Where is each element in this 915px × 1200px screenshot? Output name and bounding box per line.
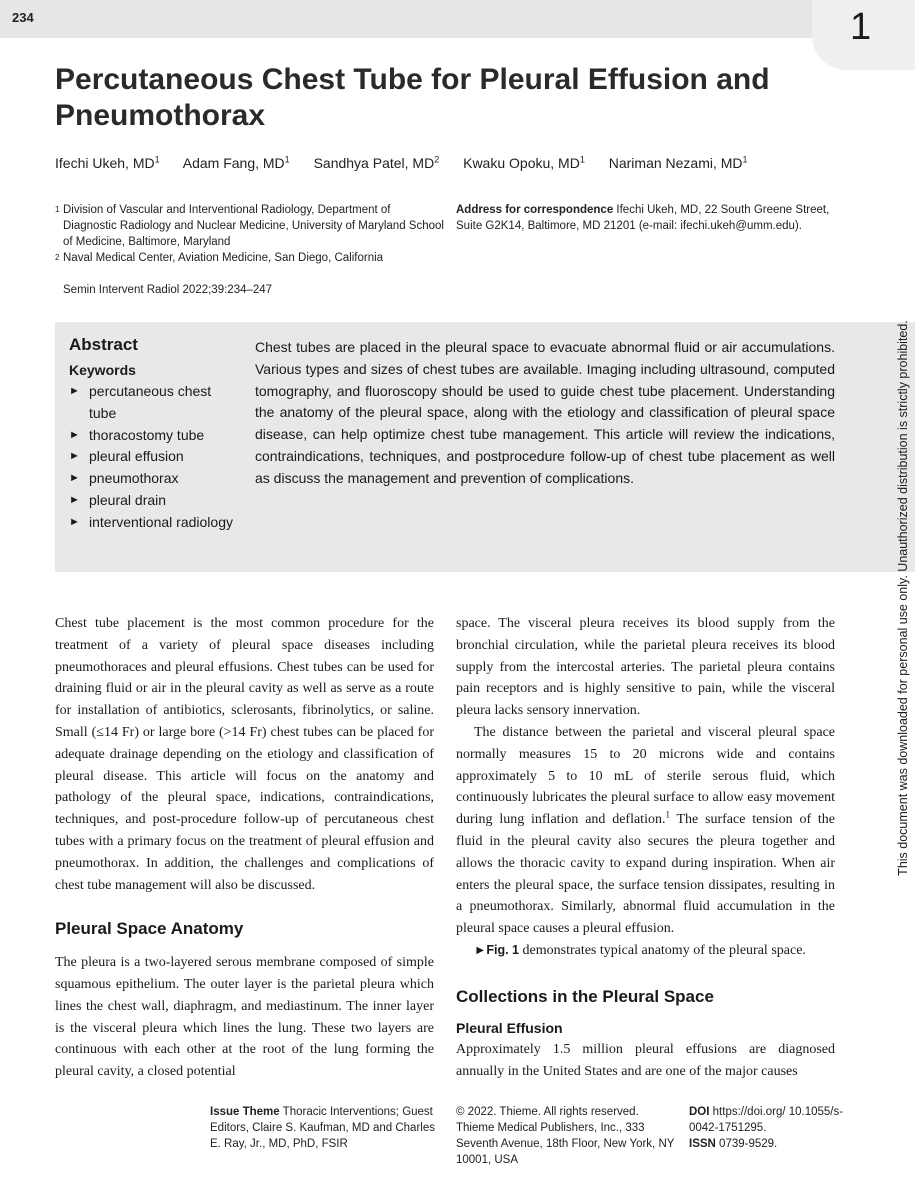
affiliation: 2 Naval Medical Center, Aviation Medicine, San Diego, California (55, 252, 384, 264)
article-title: Percutaneous Chest Tube for Pleural Effusion and Pneumothorax (55, 63, 770, 132)
section-heading: Collections in the Pleural Space (456, 986, 714, 1006)
figure-link[interactable]: ►Fig. 1 (474, 942, 520, 957)
abstract-heading: Abstract (69, 335, 138, 354)
download-notice: This document was downloaded for personal use only. Unauthorized distribution is strictly prohibited. (896, 320, 910, 876)
arrow-icon: ► (69, 428, 80, 441)
reference-marker: 1 (665, 809, 670, 820)
footer-issue-theme: Issue Theme Thoracic Interventions; Guest Editors, Claire S. Kaufman, MD and Charles E. Ray, Jr., MD, PhD, FSIR (210, 1106, 435, 1150)
subsection-heading: Pleural Effusion (456, 1019, 563, 1036)
author: Nariman Nezami, $MD^1$ (608, 154, 748, 171)
section-heading: Pleural Space Anatomy (55, 919, 244, 939)
doi-link[interactable]: https://doi.org/ 10.1055/s-0042-1751295. (689, 1106, 844, 1134)
keyword-item: ► pleural drain (69, 490, 239, 512)
body-column-right (456, 613, 835, 1083)
arrow-icon: ► (69, 515, 80, 528)
arrow-icon: ► (69, 450, 80, 463)
author: Sandhya Patel, $MD^2$ (313, 154, 440, 171)
arrow-icon: ► (69, 493, 80, 506)
abstract-text: Chest tubes are placed in the pleural space to evacuate abnormal fluid or air accumulations. Various types and sizes of chest tubes are available. Imaging including ultrasound, computed tomography, and fluoroscopy should be used to guide chest tube placement. Understanding the anatomy of the pleural space, along with the etiology and classification of pleural space disease, can help optimize chest tube management. This article will review the indications, contraindications, techniques, and postprocedure follow-up of chest tube placement as well as discuss the management and prevention of complications. (255, 339, 835, 486)
keyword-item: ► interventional radiology (69, 512, 239, 534)
correspondence: Address for correspondence Ifechi Ukeh, MD, 22 South Greene Street, Suite G2K14, Baltimore, MD 21201 (e-mail: ifechi.ukeh@umm.edu). (456, 204, 830, 232)
footer-doi: DOI https://doi.org/ 10.1055/s-0042-1751295. ISSN 0739-9529. (689, 1106, 844, 1150)
arrow-icon: ► (69, 385, 80, 397)
citation: Semin Intervent Radiol 2022;39:234–247 (63, 284, 273, 296)
affiliation: 1 Division of Vascular and Interventional Radiology, Department of Diagnostic Radiology and Nuclear Medicine, University of Maryland School of Medicine, Baltimore, Maryland (55, 204, 444, 248)
issue-number: 1 (850, 6, 872, 48)
body-column-left (55, 613, 434, 1083)
keyword-item: ► pneumothorax (69, 468, 239, 490)
arrow-icon: ► (69, 472, 80, 485)
body-paragraph: The pleura is a two-layered serous membrane composed of simple squamous epithelium. The outer layer is the parietal pleura which lines the chest wall, diaphragm, and mediastinum. The inner layer is the visceral pleura which lines the lung. These two layers are continuous with each other at the root of the lung forming the pleural cavity, a closed potential (55, 955, 434, 1080)
keywords-list (69, 381, 239, 534)
keyword-item: ► thoracostomy tube (69, 425, 239, 447)
page-number: 234 (12, 10, 34, 25)
figure-reference-paragraph: ►Fig. 1 demonstrates typical anatomy of the pleural space. (474, 942, 806, 958)
keywords-heading: Keywords (69, 362, 136, 378)
body-paragraph: space. The visceral pleura receives its blood supply from the bronchial circulation, while the parietal pleura receives its blood supply from the intercostal arteries. The parietal pleura contains pain receptors and is highly sensitive to pain, while the visceral pleura lacks sensory innervation. (456, 616, 835, 719)
body-paragraph: The distance between the parietal and visceral pleural space normally measures 15 to 20 microns wide and contains approximately 5 to 10 mL of sterile serous fluid, which continuously lubricates the pleural surface to allow easy movement during lung inflation and deflation.$^1$ The surface tension of the fluid in the pleural cavity also secures the pleura together and allows the thoracic cavity to expand during inspiration. When air enters the pleural space, the surface tension dissipates, resulting in a pneumothorax. Similarly, abnormal fluid accumulation in the pleural space causes a pleural effusion. (456, 724, 835, 937)
intro-paragraph: Chest tube placement is the most common procedure for the treatment of a variety of pleural space diseases including pneumothoraces and pleural effusions. Chest tubes can be used for draining fluid or air in the pleural cavity as well as serve as a route for installation of antibiotics, sclerosants, fibrinolytics, or saline. Small (≤14 Fr) or large bore (>14 Fr) chest tubes can be placed for adequate drainage depending on the etiology and classification of pleural disease. This article will focus on the anatomy and pathology of the pleural space, indications, contraindications, techniques, and post-procedure follow-up of percutaneous chest tubes with a primary focus on the treatment of pleural effusion and pneumothorax. In addition, the challenges and complications of chest tube management will also be discussed. (55, 616, 434, 893)
header-band (0, 0, 915, 38)
author: Adam Fang, $MD^1$ (182, 154, 290, 171)
body-paragraph: Approximately 1.5 million pleural effusions are diagnosed annually in the United States and are one of the major causes (456, 1042, 835, 1080)
author: Ifechi Ukeh, $MD^1$ (55, 154, 160, 171)
keyword-item: ► pleural effusion (69, 446, 239, 468)
author-list (55, 155, 875, 171)
affiliations (55, 202, 445, 266)
footer-copyright: © 2022. Thieme. All rights reserved. Thieme Medical Publishers, Inc., 333 Seventh Avenue, 18th Floor, New York, NY 10001, USA (456, 1106, 675, 1166)
keyword-item: ► percutaneous chest tube (69, 381, 239, 425)
author: Kwaku Opoku, $MD^1$ (463, 154, 585, 171)
